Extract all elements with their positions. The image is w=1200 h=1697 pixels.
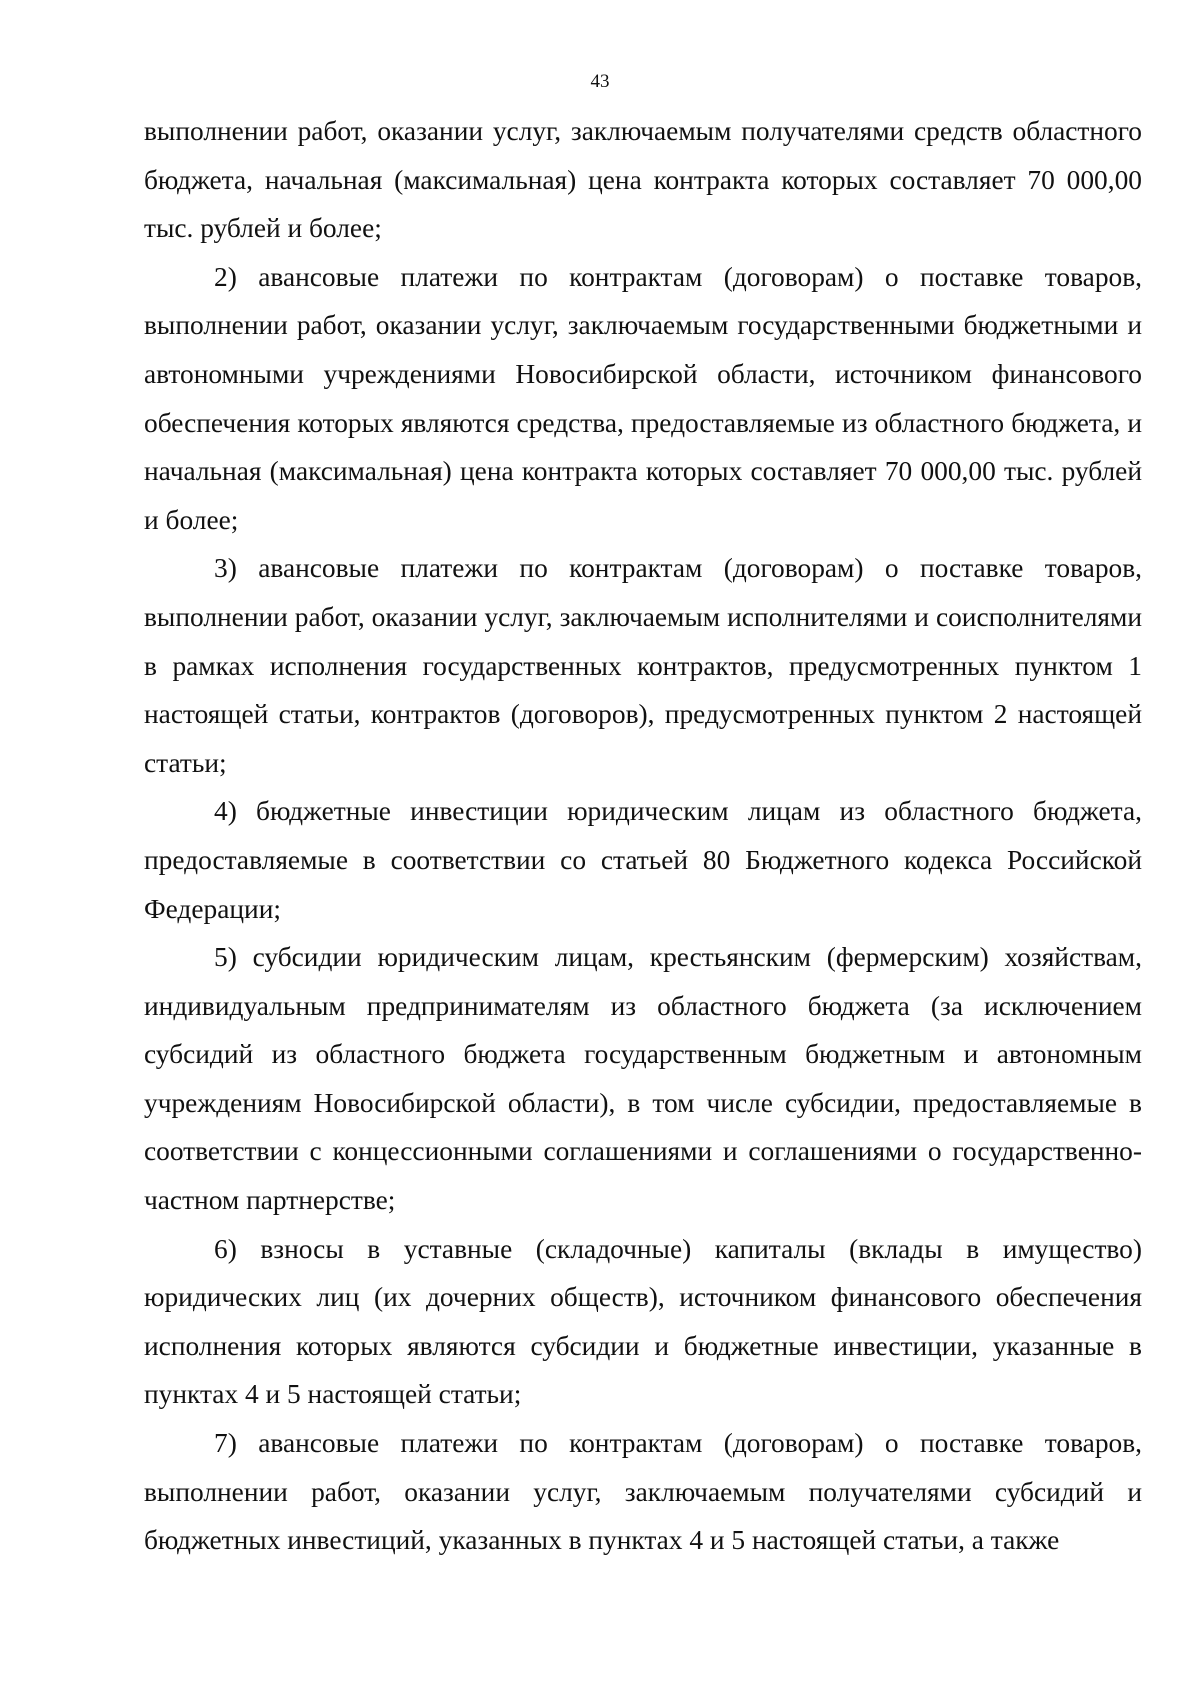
paragraph-item-5: 5) субсидии юридическим лицам, крестьянским (фермерским) хозяйствам, индивидуальным предпринимателям из областного бюджета (за исключением субсидий из областного бюджета государственным бюджетным и автономным учреждениям Новосибирской области), в том числе субсидии, предоставляемые в соответствии с концессионными соглашениями и соглашениями о государственно-частном партнерстве; [144, 942, 1142, 1216]
paragraph-item-7: 7) авансовые платежи по контрактам (договорам) о поставке товаров, выполнении работ, оказании услуг, заключаемым получателями субсидий и бюджетных инвестиций, указанных в пунктах 4 и 5 настоящей статьи, а также [144, 1428, 1142, 1556]
document-body [144, 107, 1142, 1565]
paragraph-continuation: выполнении работ, оказании услуг, заключаемым получателями средств областного бюджета, начальная (максимальная) цена контракта которых составляет 70 000,00 тыс. рублей и более; [144, 116, 1142, 244]
paragraph-item-4: 4) бюджетные инвестиции юридическим лицам из областного бюджета, предоставляемые в соответствии со статьей 80 Бюджетного кодекса Российской Федерации; [144, 796, 1142, 924]
paragraph-item-2: 2) авансовые платежи по контрактам (договорам) о поставке товаров, выполнении работ, оказании услуг, заключаемым государственными бюджетными и автономными учреждениями Новосибирской области, источником финансового обеспечения которых являются средства, предоставляемые из областного бюджета, и начальная (максимальная) цена контракта которых составляет 70 000,00 тыс. рублей и более; [144, 261, 1142, 535]
page-number: 43 [590, 71, 610, 92]
paragraph-item-3: 3) авансовые платежи по контрактам (договорам) о поставке товаров, выполнении работ, оказании услуг, заключаемым исполнителями и соисполнителями в рамках исполнения государственных контрактов, предусмотренных пунктом 1 настоящей статьи, контрактов (договоров), предусмотренных пунктом 2 настоящей статьи; [144, 553, 1142, 778]
paragraph-item-6: 6) взносы в уставные (складочные) капиталы (вклады в имущество) юридических лиц (их дочерних обществ), источником финансового обеспечения исполнения которых являются субсидии и бюджетные инвестиции, указанные в пунктах 4 и 5 настоящей статьи; [144, 1233, 1142, 1410]
